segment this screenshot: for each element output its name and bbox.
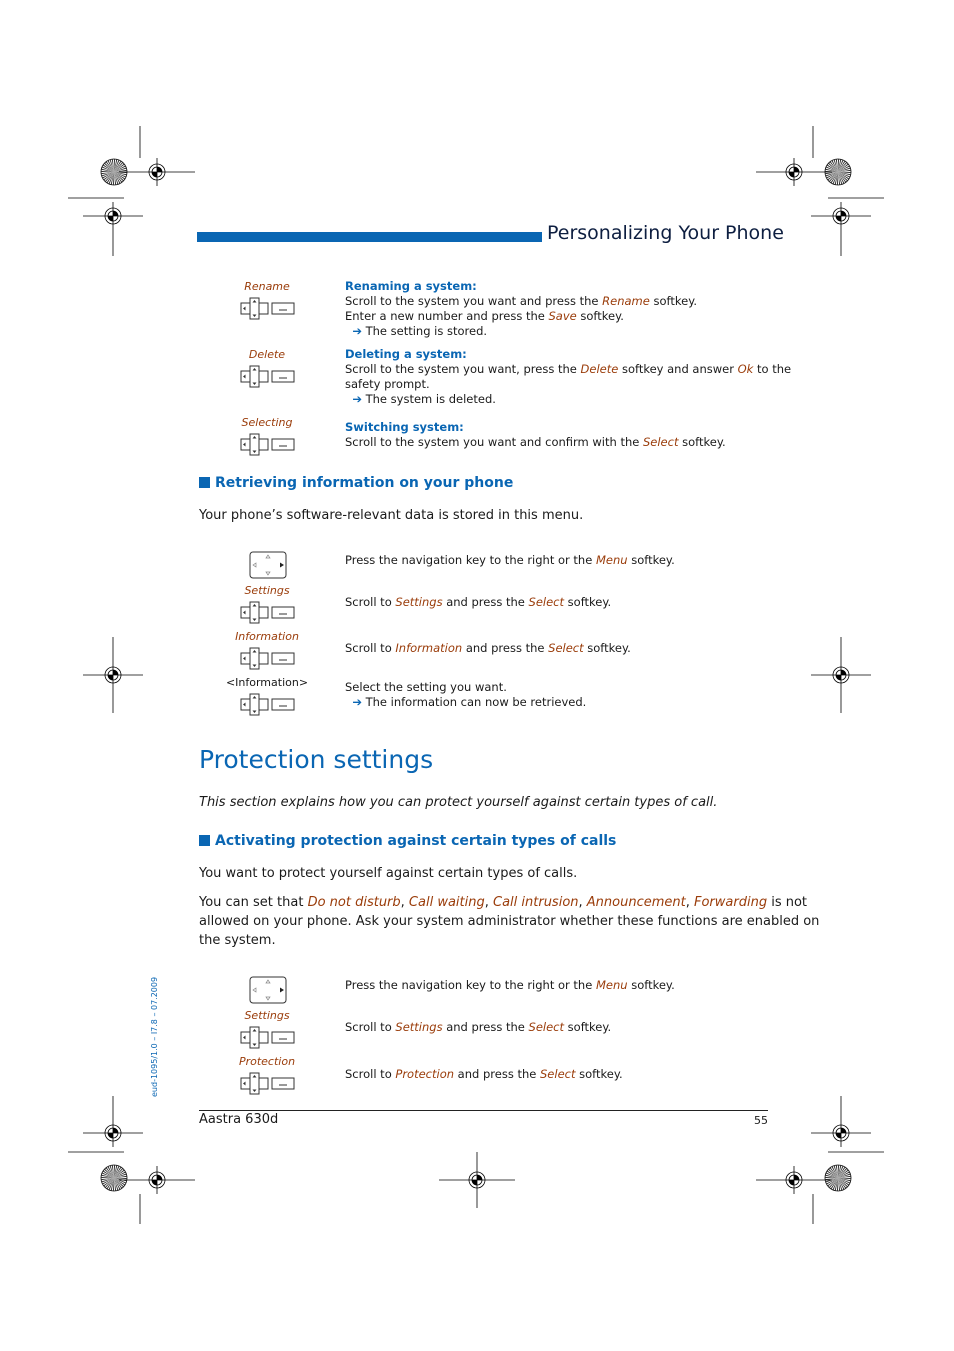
registration-mark-icon bbox=[119, 1166, 195, 1194]
nav-softkey-icon bbox=[241, 1027, 294, 1048]
deleting-heading: Deleting a system: bbox=[345, 347, 467, 361]
renaming-heading: Renaming a system: bbox=[345, 279, 477, 293]
renaming-result: ➔ The setting is stored. bbox=[352, 324, 488, 338]
protection-step-label-protection: Protection bbox=[238, 1055, 296, 1068]
renaming-line-1: Scroll to the system you want and press the Rename softkey. bbox=[345, 294, 698, 308]
navigation-key-icon bbox=[250, 977, 286, 1003]
protection-step-2: Scroll to Settings and press the Select softkey. bbox=[345, 1020, 612, 1034]
protection-title: Protection settings bbox=[199, 745, 434, 774]
retrieve-step-1: Press the navigation key to the right or the Menu softkey. bbox=[345, 553, 675, 567]
renaming-line-2: Enter a new number and press the Save softkey. bbox=[345, 309, 624, 323]
step-label-information-option: <Information> bbox=[225, 676, 309, 689]
registration-mark-icon bbox=[756, 1166, 832, 1194]
nav-softkey-icon bbox=[241, 602, 294, 623]
nav-softkey-icon bbox=[241, 298, 294, 319]
retrieve-step-4: Select the setting you want. ➔ The information can now be retrieved. bbox=[345, 680, 587, 709]
switching-line-1: Scroll to the system you want and confirm with the Select softkey. bbox=[345, 435, 726, 449]
nav-softkey-icon bbox=[241, 648, 294, 669]
star-target-icon bbox=[101, 1165, 127, 1191]
registration-mark-icon bbox=[811, 1119, 871, 1147]
switching-heading: Switching system: bbox=[345, 420, 464, 434]
registration-mark-icon bbox=[83, 637, 143, 713]
registration-mark-icon bbox=[439, 1152, 515, 1208]
retrieve-step-2: Scroll to Settings and press the Select softkey. bbox=[345, 595, 612, 609]
page-header-title: Personalizing Your Phone bbox=[547, 222, 784, 244]
footer-model: Aastra 630d bbox=[199, 1112, 279, 1127]
retrieve-step-3: Scroll to Information and press the Select softkey. bbox=[345, 641, 631, 655]
nav-softkey-icon bbox=[241, 366, 294, 387]
registration-mark-icon bbox=[811, 637, 871, 713]
registration-mark-icon bbox=[83, 202, 143, 230]
protection-step-1: Press the navigation key to the right or the Menu softkey. bbox=[345, 978, 675, 992]
softkey-label-rename: Rename bbox=[244, 280, 290, 293]
nav-softkey-icon bbox=[241, 434, 294, 455]
star-target-icon bbox=[825, 1165, 851, 1191]
registration-mark-icon bbox=[119, 158, 195, 186]
nav-softkey-icon bbox=[241, 1073, 294, 1094]
protection-step-label-settings: Settings bbox=[244, 1009, 290, 1022]
protection-para-2: You can set that Do not disturb, Call waiting, Call intrusion, Announcement, Forwarding is not allowed on your phone. Ask your system administrator whether these functions are enabled on the system. bbox=[199, 895, 820, 948]
nav-softkey-icon bbox=[241, 694, 294, 715]
softkey-label-selecting: Selecting bbox=[241, 416, 293, 429]
step-label-information: Information bbox=[235, 630, 299, 643]
protection-step-3: Scroll to Protection and press the Select softkey. bbox=[345, 1067, 623, 1081]
protection-intro: This section explains how you can protect yourself against certain types of call. bbox=[199, 795, 718, 810]
registration-mark-icon bbox=[811, 202, 871, 230]
registration-mark-icon bbox=[83, 1119, 143, 1147]
softkey-label-delete: Delete bbox=[248, 348, 286, 361]
retrieve-heading: Retrieving information on your phone bbox=[199, 475, 513, 491]
deleting-result: ➔ The system is deleted. bbox=[352, 392, 496, 406]
document-code: eud-1095/1.0 – I7.8 – 07.2009 bbox=[150, 976, 159, 1097]
retrieve-intro: Your phone’s software-relevant data is stored in this menu. bbox=[199, 508, 584, 523]
protection-para-1: You want to protect yourself against certain types of calls. bbox=[199, 866, 578, 881]
protection-sub-heading: Activating protection against certain types of calls bbox=[199, 833, 616, 849]
page-number: 55 bbox=[754, 1114, 768, 1127]
registration-mark-icon bbox=[756, 158, 832, 186]
deleting-line-1: Scroll to the system you want, press the Delete softkey and answer Ok to the bbox=[345, 362, 792, 376]
navigation-key-icon bbox=[250, 552, 286, 578]
step-label-settings: Settings bbox=[244, 584, 290, 597]
deleting-line-2: safety prompt. bbox=[345, 377, 430, 391]
